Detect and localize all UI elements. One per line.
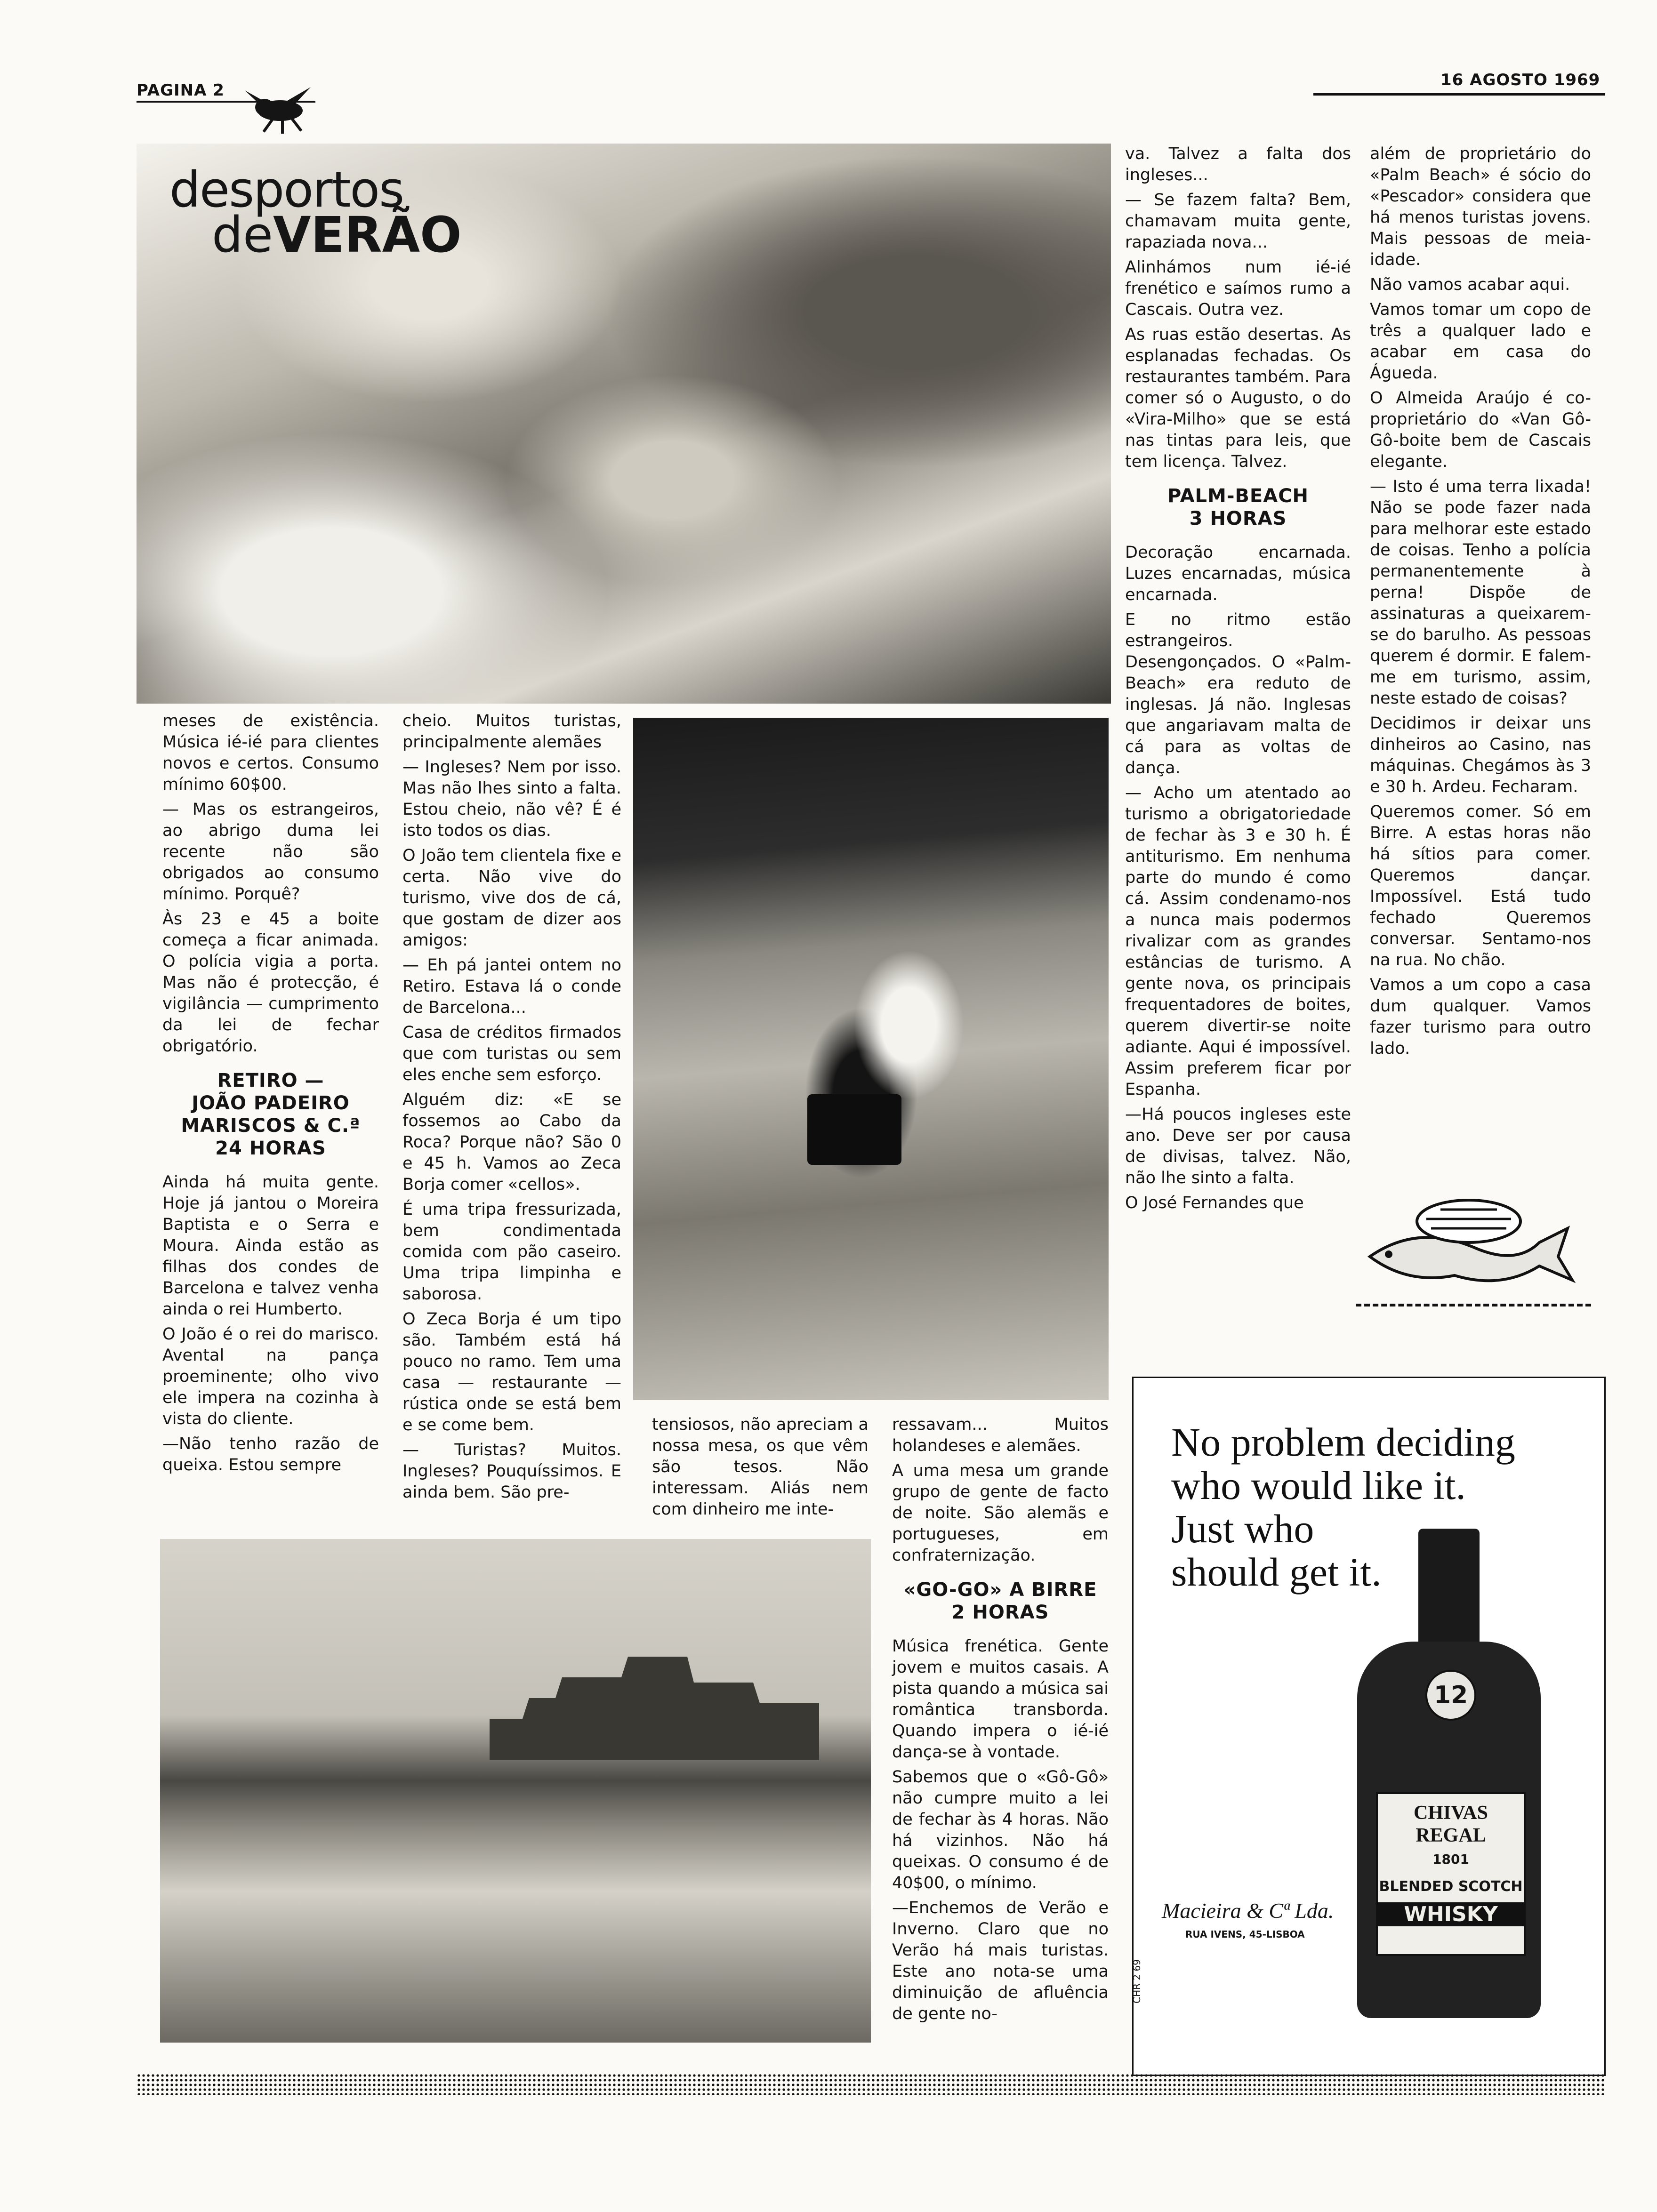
header-rule-right [1313,93,1605,96]
couple-walking-photo [633,718,1109,1400]
promenade-photo [160,1539,871,2043]
column-left [162,711,379,1480]
column-left-p5: O João é o rei do marisco. Avental na pança proeminente; olho vivo ele impera na cozinha à vista do cliente. [162,1325,379,1428]
column-left-p6: —Não tenho razão de queixa. Estou sempre [162,1435,379,1475]
retiro-subhead: RETIRO — JOÃO PADEIRO MARISCOS & C.ª 24 HORAS [181,1070,361,1159]
page-label: PAGINA 2 [137,81,225,100]
palm-beach-subhead: PALM-BEACH 3 HORAS [1167,485,1309,529]
gogo-subhead: «GO-GO» A BIRRE 2 HORAS [903,1579,1097,1623]
age-medallion: 12 [1425,1670,1476,1721]
section-title-line2: de [212,206,273,264]
column-fourth: ressavam... Muitos holandeses e alemães. A uma mesa um grande grupo de gente de facto de noite. São alemãs e portugueses, em confraternização. «GO-GO» A BIRRE 2 HORAS Música frenética. Gente jovem e muitos casais. A pista quando a música sai romântica transborda. Quando impera o ié-ié dança-se à vontade. Sabemos que o «Gô-Gô» não cumpre muito a lei de fechar às 4 horas. Não há vizinhos. Não há queixas. O consumo é de 40$00, o mínimo. —Enchemos de Verão e Inverno. Claro que no Verão há mais turistas. Este ano nota-se uma diminuição de afluência de gente no- [892,1415,1109,2023]
section-title [169,161,462,264]
column-right: além de proprietário do «Palm Beach» é sócio do «Pescador» considera que há menos turistas jovens. Mais pessoas de meia-idade. Não vamos acabar aqui. Vamos tomar um copo de três a qualquer lado e acabar em casa do Águeda. O Almeida Araújo é co-proprietário do «Van Gô-Gô-boite bem de Cascais elegante. — Isto é uma terra lixada! Não se pode fazer nada para melhorar este estado de coisas. Tenho a polícia permanentemente à perna! Dispõe de assinaturas a queixarem-se do barulho. As pessoas querem é dormir. E falem-me em turismo, assim, neste estado de coisas? Decidimos ir deixar uns dinheiros ao Casino, nas máquinas. Chegámos às 3 e 30 h. Ardeu. Fecharam. Queremos comer. Só em Birre. A estas horas não há sítios para comer. Queremos dançar. Impossível. Está tudo fechado Queremos conversar. Sentamo-nos na rua. No chão. Vamos a um copo a casa dum qualquer. Vamos fazer turismo para outro lado. [1370,144,1591,1058]
advert-headline: No problem deciding who would like it. Just who should get it. [1171,1419,1515,1595]
whisky-bottle [1348,1529,1550,2018]
ad-code: CHR 2 69 [1131,1959,1142,2004]
bottle-label: CHIVAS REGAL 1801 BLENDED SCOTCH WHISKY [1376,1792,1526,1956]
fly-logo-icon [235,85,320,136]
town-silhouette [490,1657,819,1760]
column-top-mid: va. Talvez a falta dos ingleses... — Se fazem falta? Bem, chamavam muita gente, rapaziada nova... Alinhámos num ié-ié frenético e saímos rumo a Cascais. Outra vez. As ruas estão desertas. As esplanadas fechadas. Os restaurantes também. Para comer só o Augusto, o do «Vira-Milho» que se está nas tintas para leis, que tem licença. Talvez. PALM-BEACH 3 HORAS Decoração encarnada. Luzes encarnadas, música encarnada. E no ritmo estão estrangeiros. Desengonçados. O «Palm-Beach» era reduto de inglesas. Já não. Inglesas que angariavam malta de cá para as voltas de dança. — Acho um atentado ao turismo a obrigatoriedade de fechar às 3 e 30 h. É antiturismo. Em nenhuma parte do mundo é como cá. Assim condenamo-nos a nunca mais podermos rivalizar com as grandes estâncias de turismo. A gente nova, os principais frequentadores de boites, querem divertir-se noite adiante. Aqui é impossível. Assim preferem ficar por Espanha. —Há poucos ingleses este ano. Deve ser por causa de divisas, talvez. Não, não lhe sinto a falta. O José Fernandes que [1125,144,1351,1212]
dashed-divider [1356,1304,1591,1306]
distributor-address: RUA IVENS, 45-LISBOA [1185,1929,1305,1940]
suitcase [807,1094,901,1165]
column-third: tensiosos, não apreciam a nossa mesa, os que vêm são tesos. Não interessam. Aliás nem com dinheiro me inte- [652,1415,869,1519]
column-left-p4: Ainda há muita gente. Hoje já jantou o Moreira Baptista e o Serra e Moura. Ainda estão as filhas dos condes de Barcelona e talvez venha ainda o rei Humberto. [162,1173,379,1319]
page-date: 16 AGOSTO 1969 [1440,71,1601,89]
chivas-regal-advert [1132,1377,1606,2076]
column-left-p2: — Mas os estrangeiros, ao abrigo duma lei recente não são obrigados ao consumo mínimo. Porquê? [162,800,379,904]
bottom-halftone-band [137,2073,1605,2095]
bottle-neck [1418,1529,1480,1651]
column-second: cheio. Muitos turistas, principalmente alemães — Ingleses? Nem por isso. Mas não lhes sinto a falta. Estou cheio, não vê? É é isto todos os dias. O João tem clientela fixe e certa. Não vive do turismo, vive dos de cá, que gostam de dizer aos amigos: — Eh pá jantei ontem no Retiro. Estava lá o conde de Barcelona... Casa de créditos firmados que com turistas ou sem eles enche sem esforço. Alguém diz: «E se fossemos ao Cabo da Roca? Porque não? São 0 e 45 h. Vamos ao Zeca Borja comer «cellos». É uma tripa fressurizada, bem condimentada comida com pão caseiro. Uma tripa limpinha e saborosa. O Zeca Borja é um tipo são. Também está há pouco no ramo. Tem uma casa — restaurante — rústica onde se está bem e se come bem. — Turistas? Muitos. Ingleses? Pouquíssimos. E ainda bem. São pre- [402,712,621,1502]
column-left-p1: meses de existência. Música ié-ié para clientes novos e certos. Consumo mínimo 60$00. [162,712,379,794]
distributor-name: Macieira & Cª Lda. [1162,1899,1334,1923]
column-left-p3: Às 23 e 45 a boite começa a ficar animada. O polícia vigia a porta. Mas não é protecção, é vigilância — cumprimento da lei de fechar obrigatório. [162,910,379,1056]
section-title-line1: desportos [169,161,404,218]
fish-dish-illustration [1360,1186,1582,1299]
section-title-line3: VERÃO [273,206,462,264]
beach-crowd-photo [137,144,1111,704]
